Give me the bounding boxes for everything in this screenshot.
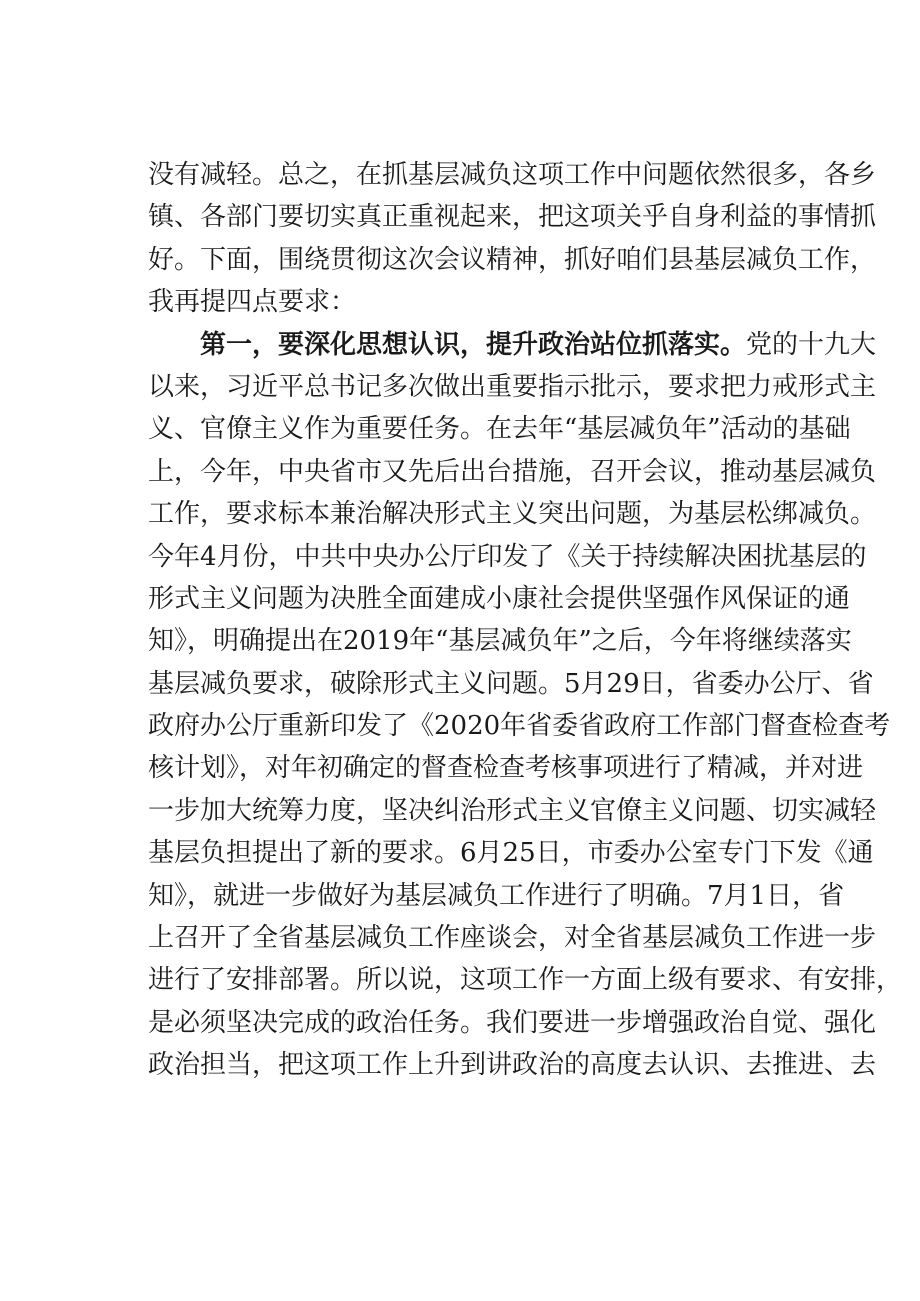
text-line: 镇、各部门要切实真正重视起来，把这项关乎自身利益的事情抓 <box>148 202 877 233</box>
body-text <box>148 154 903 1087</box>
text-line: 好。下面，围绕贯彻这次会议精神，抓好咱们县基层减负工作， <box>148 244 877 275</box>
text-line: 今年4月份，中共中央办公厅印发了《关于持续解决困扰基层的 <box>148 541 867 572</box>
text-line: 进行了安排部署。所以说，这项工作一方面上级有要求、有安排， <box>148 965 903 996</box>
text-line: 知》，就进一步做好为基层减负工作进行了明确。7月1日，省 <box>148 880 845 911</box>
text-line: 上，今年，中央省市又先后出台措施，召开会议，推动基层减负 <box>148 456 877 487</box>
text-line: 义、官僚主义作为重要任务。在去年“基层减负年”活动的基础 <box>148 414 851 445</box>
paragraph-first-line <box>148 324 877 366</box>
text-line: 政府办公厅重新印发了《2020年省委省政府工作部门督查检查考 <box>148 711 891 742</box>
text-line: 以来，习近平总书记多次做出重要指示批示，要求把力戒形式主 <box>148 371 877 402</box>
text-line: 核计划》，对年初确定的督查检查考核事项进行了精减，并对进 <box>148 753 864 784</box>
text-line: 政治担当，把这项工作上升到讲政治的高度去认识、去推进、去 <box>148 1050 877 1081</box>
text-line: 基层负担提出了新的要求。6月25日，市委办公室专门下发《通 <box>148 838 874 869</box>
text-line: 形式主义问题为决胜全面建成小康社会提供坚强作风保证的通 <box>148 583 851 614</box>
text-line: 上召开了全省基层减负工作座谈会，对全省基层减负工作进一步 <box>148 923 877 954</box>
text-run: 党的十九大 <box>746 329 877 360</box>
text-line: 基层减负要求，破除形式主义问题。5月29日，省委办公厅、省 <box>148 668 874 699</box>
text-line: 一步加大统筹力度，坚决纠治形式主义官僚主义问题、切实减轻 <box>148 795 877 826</box>
section-heading: 第一，要深化思想认识，提升政治站位抓落实。 <box>200 329 747 360</box>
text-line: 我再提四点要求： <box>148 287 357 318</box>
text-line: 是必须坚决完成的政治任务。我们要进一步增强政治自觉、强化 <box>148 1007 877 1038</box>
text-line: 工作，要求标本兼治解决形式主义突出问题，为基层松绑减负。 <box>148 499 877 530</box>
text-line: 没有减轻。总之，在抓基层减负这项工作中问题依然很多，各乡 <box>148 160 877 190</box>
text-line: 知》，明确提出在2019年“基层减负年”之后，今年将继续落实 <box>148 626 852 657</box>
